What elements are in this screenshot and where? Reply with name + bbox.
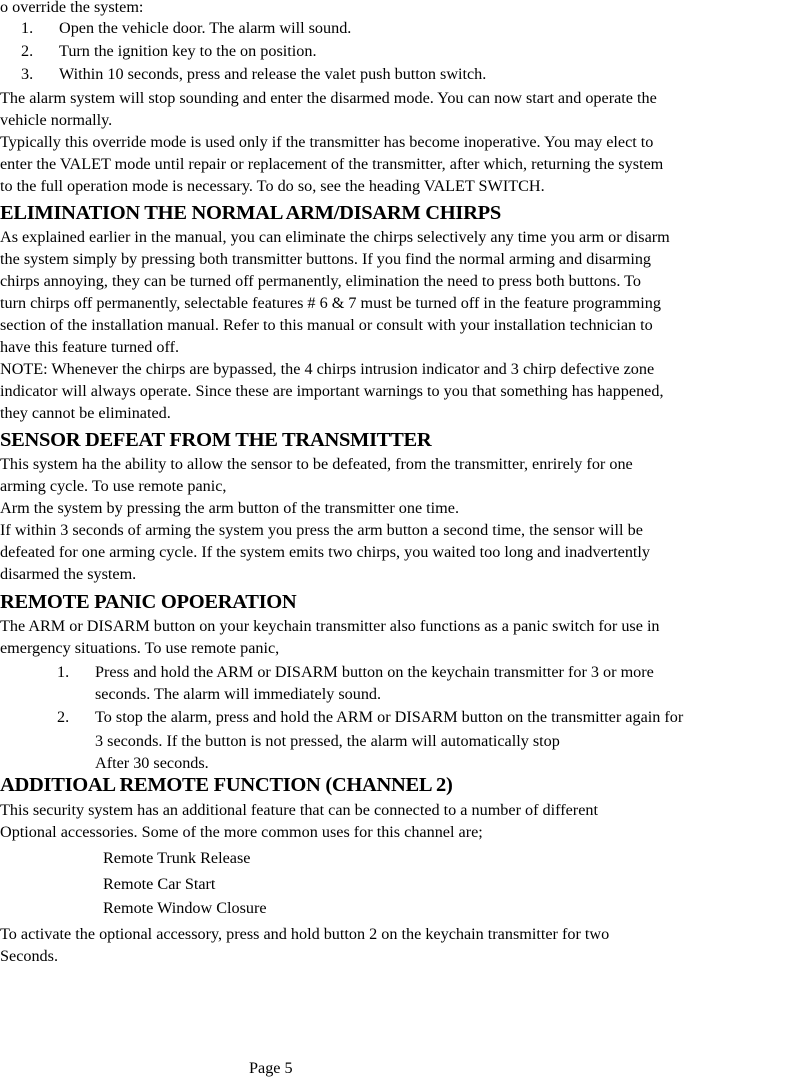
paragraph-line: to the full operation mode is necessary. To do so, see the heading VALET SWITCH. xyxy=(0,177,545,195)
list-item: Press and hold the ARM or DISARM button on the keychain transmitter for 3 or more xyxy=(95,663,654,681)
list-number: 3. xyxy=(21,65,34,83)
section-heading-panic: REMOTE PANIC OPOERATION xyxy=(0,591,297,613)
paragraph-line: they cannot be eliminated. xyxy=(0,404,171,422)
list-number: 2. xyxy=(57,708,70,726)
paragraph-line: If within 3 seconds of arming the system you press the arm button a second time, the sensor will be xyxy=(0,521,643,539)
paragraph-line: Seconds. xyxy=(0,947,58,965)
list-item: Turn the ignition key to the on position. xyxy=(59,42,317,60)
paragraph-line: The ARM or DISARM button on your keychain transmitter also functions as a panic switch for use in xyxy=(0,617,660,635)
intro-lead: o override the system: xyxy=(0,0,144,16)
paragraph-line: turn chirps off permanently, selectable features # 6 & 7 must be turned off in the feature programming xyxy=(0,294,661,312)
paragraph-line: disarmed the system. xyxy=(0,565,137,583)
use-item: Remote Car Start xyxy=(103,875,216,893)
paragraph-line: NOTE: Whenever the chirps are bypassed, the 4 chirps intrusion indicator and 3 chirp defective zone xyxy=(0,360,655,378)
paragraph-line: As explained earlier in the manual, you can eliminate the chirps selectively any time you arm or disarm xyxy=(0,228,670,246)
paragraph-line: chirps annoying, they can be turned off permanently, elimination the need to press both buttons. To xyxy=(0,272,641,290)
paragraph-line: vehicle normally. xyxy=(0,111,113,129)
section-heading-sensor: SENSOR DEFEAT FROM THE TRANSMITTER xyxy=(0,429,432,451)
section-heading-chirps: ELIMINATION THE NORMAL ARM/DISARM CHIRPS xyxy=(0,202,501,224)
use-item: Remote Trunk Release xyxy=(103,849,251,867)
list-item: 3 seconds. If the button is not pressed, the alarm will automatically stop xyxy=(95,732,560,750)
paragraph-line: arming cycle. To use remote panic, xyxy=(0,477,227,495)
paragraph-line: The alarm system will stop sounding and enter the disarmed mode. You can now start and operate the xyxy=(0,89,657,107)
list-item: After 30 seconds. xyxy=(95,754,209,772)
use-item: Remote Window Closure xyxy=(103,899,267,917)
paragraph-line: Optional accessories. Some of the more common uses for this channel are; xyxy=(0,823,483,841)
list-item: Open the vehicle door. The alarm will sound. xyxy=(59,19,352,37)
paragraph-line: Arm the system by pressing the arm button of the transmitter one time. xyxy=(0,499,460,517)
list-item: To stop the alarm, press and hold the ARM or DISARM button on the transmitter again for xyxy=(95,708,684,726)
paragraph-line: enter the VALET mode until repair or replacement of the transmitter, after which, returning the system xyxy=(0,155,664,173)
paragraph-line: Typically this override mode is used only if the transmitter has become inoperative. You may elect to xyxy=(0,133,654,151)
list-number: 1. xyxy=(57,663,70,681)
paragraph-line: emergency situations. To use remote panic, xyxy=(0,639,280,657)
paragraph-line: indicator will always operate. Since these are important warnings to you that something has happened, xyxy=(0,382,664,400)
paragraph-line: the system simply by pressing both transmitter buttons. If you find the normal arming and disarming xyxy=(0,250,652,268)
list-item: Within 10 seconds, press and release the valet push button switch. xyxy=(59,65,487,83)
paragraph-line: have this feature turned off. xyxy=(0,338,180,356)
section-heading-channel2: ADDITIOAL REMOTE FUNCTION (CHANNEL 2) xyxy=(0,774,453,796)
page-number: Page 5 xyxy=(249,1059,293,1077)
list-number: 1. xyxy=(21,19,34,37)
paragraph-line: defeated for one arming cycle. If the system emits two chirps, you waited too long and inadvertently xyxy=(0,543,651,561)
list-number: 2. xyxy=(21,42,34,60)
paragraph-line: This security system has an additional feature that can be connected to a number of different xyxy=(0,801,598,819)
list-item: seconds. The alarm will immediately sound. xyxy=(95,685,382,703)
paragraph-line: section of the installation manual. Refer to this manual or consult with your installation technician to xyxy=(0,316,653,334)
paragraph-line: To activate the optional accessory, press and hold button 2 on the keychain transmitter for two xyxy=(0,925,610,943)
paragraph-line: This system ha the ability to allow the sensor to be defeated, from the transmitter, enrirely for one xyxy=(0,455,633,473)
